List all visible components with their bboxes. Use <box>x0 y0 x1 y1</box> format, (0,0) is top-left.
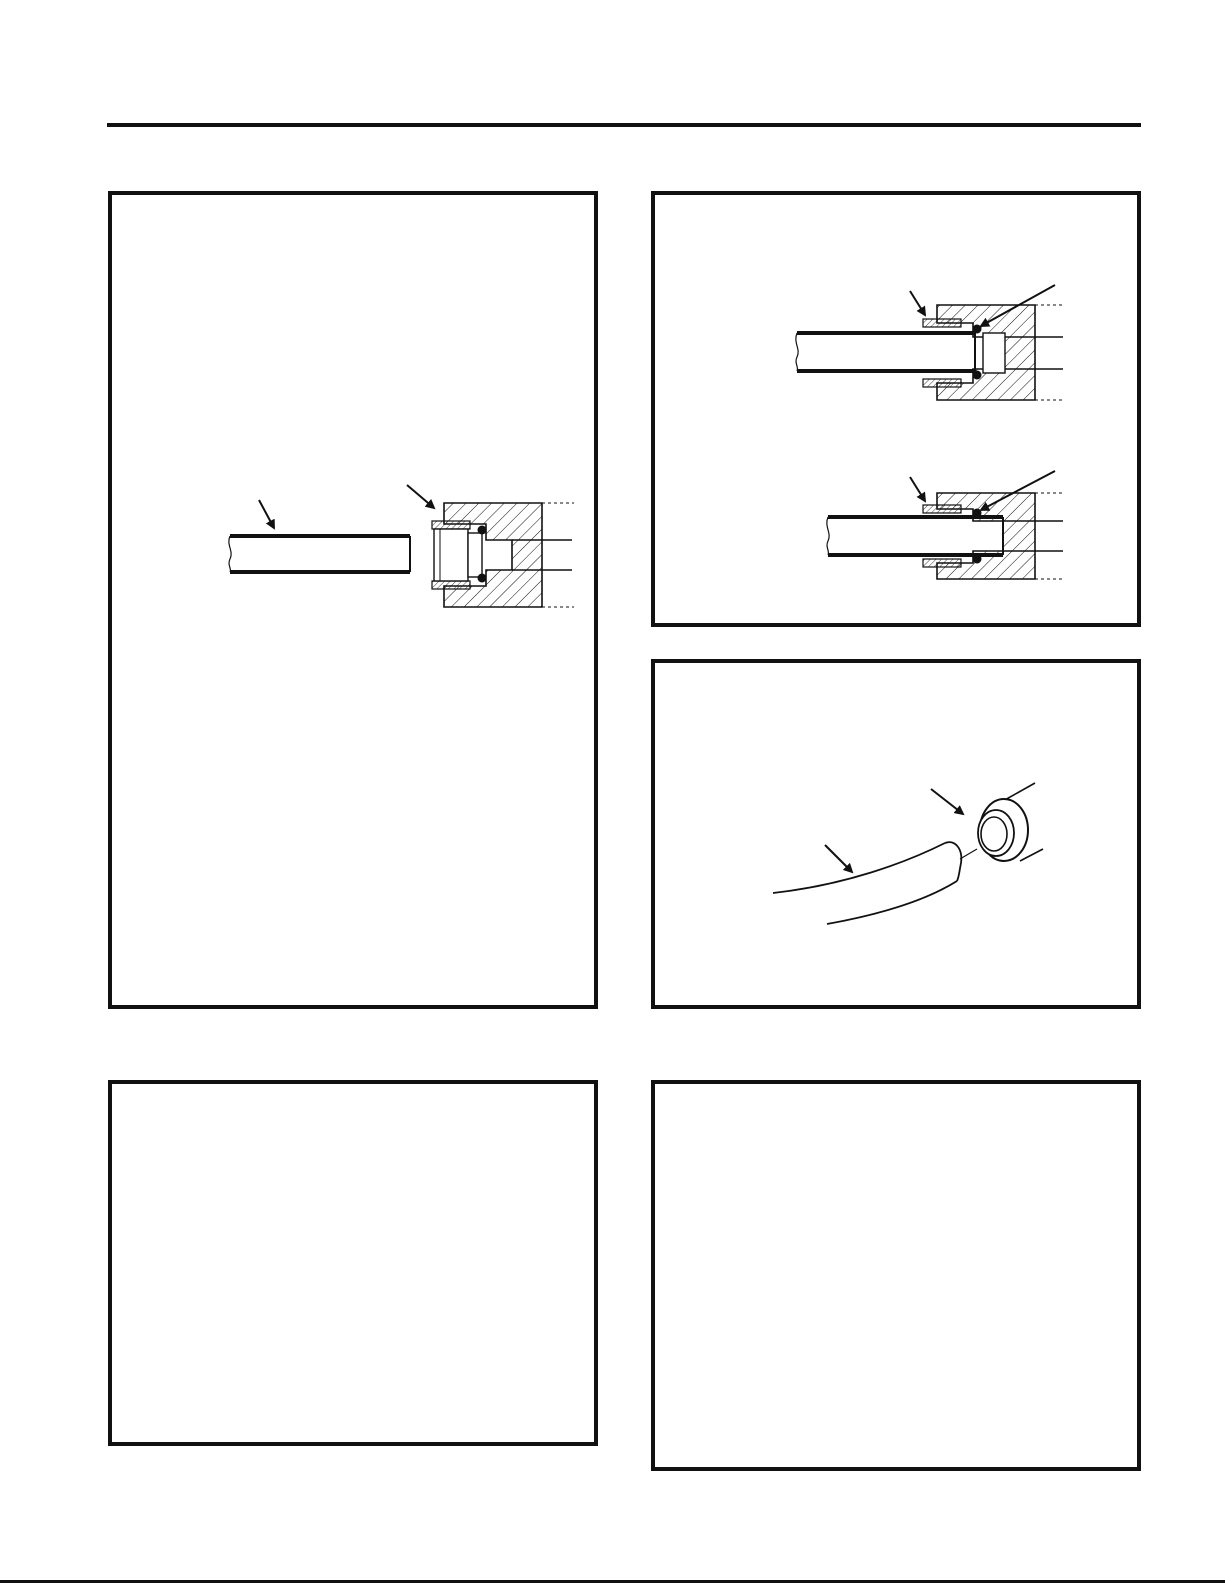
fitting-diagram-a <box>112 195 594 1005</box>
stage-full-insertion <box>827 471 1065 579</box>
fitting-diagram-b <box>655 195 1137 623</box>
o-ring-top <box>478 526 487 535</box>
figure-tube-inserted <box>651 191 1141 627</box>
fitting-diagram-c <box>655 663 1137 1005</box>
tube-arrow <box>259 500 274 528</box>
collet-arrow <box>407 485 434 508</box>
collet-arrow <box>931 789 963 814</box>
o-ring-bottom <box>478 574 487 583</box>
header-rule <box>107 123 1141 127</box>
tube-arrow <box>825 845 852 872</box>
empty-panel-lower-right <box>651 1080 1141 1471</box>
figure-tube-and-collet <box>651 659 1141 1009</box>
figure-tube-and-fitting <box>108 191 598 1009</box>
collet-ring <box>978 783 1043 861</box>
collet <box>432 521 482 589</box>
curved-tube <box>773 842 977 924</box>
tube <box>229 536 410 572</box>
footer-rule <box>0 1580 1225 1583</box>
stage-partial-insertion <box>796 285 1065 400</box>
empty-panel-lower-left <box>108 1080 598 1446</box>
